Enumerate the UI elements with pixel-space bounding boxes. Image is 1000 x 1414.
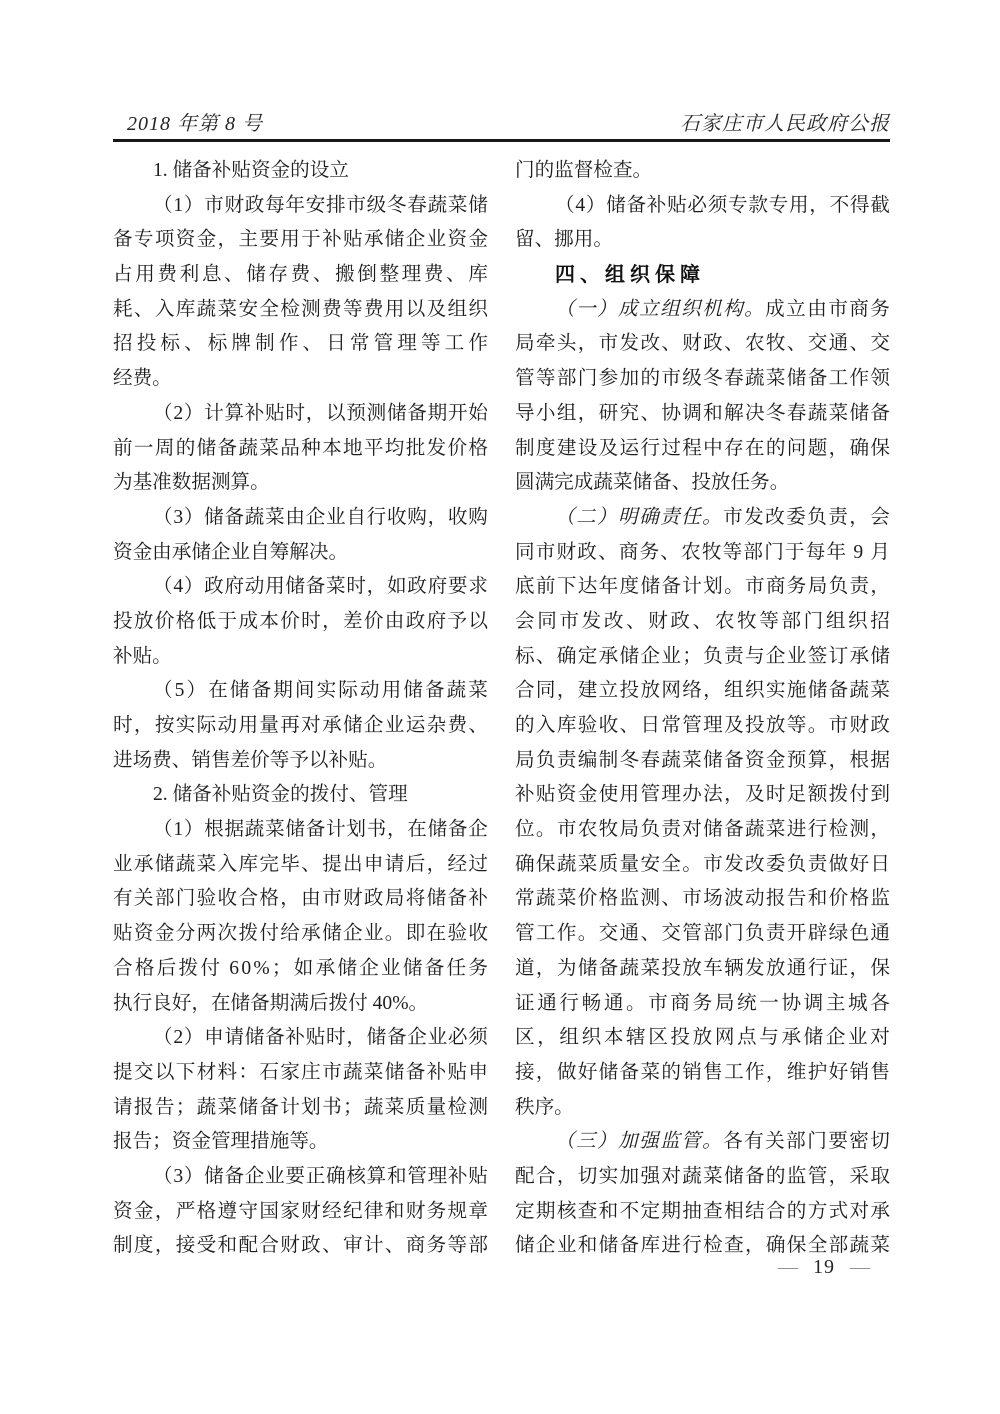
text-line: 管 工 作 。 交 通 、 交 管 部 门 负 责 开 辟 绿 色 通 (515, 923, 890, 945)
text-line: 1. 储备补贴资金的设立 (153, 160, 349, 181)
text-line: （ 4 ） 政 府 动 用 储 备 菜 时 ， 如 政 府 要 求 (153, 576, 488, 598)
text-line: 区 ， 组 织 本 辖 区 投 放 网 点 与 承 储 企 业 对 (515, 1027, 890, 1049)
text-line: 证 通 行 畅 通 。 市 商 务 局 统 一 协 调 主 城 各 (515, 992, 890, 1014)
left-text-column (113, 154, 488, 1264)
text-line: 资 金 ， 严 格 遵 守 国 家 财 经 纪 律 和 财 务 规 章 (113, 1200, 488, 1222)
text-line: 门的监督检查。 (515, 160, 653, 181)
text-line: （ 4 ） 储 备 补 贴 必 须 专 款 专 用 ， 不 得 截 (555, 194, 890, 216)
page-header (113, 108, 890, 136)
text-line: 备 专 项 资 金 ， 主 要 用 于 补 贴 承 储 企 业 资 金 (113, 229, 488, 251)
right-text-column (515, 154, 890, 1264)
text-line: 补 贴 资 金 使 用 管 理 办 法 ， 及 时 足 额 拨 付 到 (515, 784, 890, 806)
text-line: 位 。 市 农 牧 局 负 责 对 储 备 蔬 菜 进 行 检 测 ， (515, 819, 890, 841)
text-line: 圆满完成蔬菜储备、投放任务。 (515, 472, 790, 494)
text-line: （ 2 ） 申 请 储 备 补 贴 时 ， 储 备 企 业 必 须 (153, 1027, 488, 1049)
text-line: 占 用 费 利 息 、 储 存 费 、 搬 倒 整 理 费 、 库 (113, 264, 488, 286)
text-line: 底 前 下 达 年 度 储 备 计 划 。 市 商 务 局 负 责 ， (515, 576, 890, 598)
text-line: 标 、 确 定 承 储 企 业 ； 负 责 与 企 业 签 订 承 储 (515, 645, 890, 667)
footer-dash-right: — (850, 1256, 870, 1278)
text-line: 局 牵 头 ， 市 发 改 、 财 政 、 农 牧 、 交 通 、 交 (515, 333, 890, 355)
text-line: 定 期 核 查 和 不 定 期 抽 查 相 结 合 的 方 式 对 承 (515, 1200, 890, 1222)
text-line: 时 ， 按 实 际 动 用 量 再 对 承 储 企 业 运 杂 费 、 (113, 715, 488, 736)
text-line: 局 负 责 编 制 冬 春 蔬 菜 储 备 资 金 预 算 ， 根 据 (515, 749, 890, 771)
header-issue-number: 2018 年第 8 号 (127, 113, 263, 135)
section-heading: 四、组织保障 (555, 264, 705, 287)
text-line: 请 报 告 ； 蔬 菜 储 备 计 划 书 ； 蔬 菜 质 量 检 测 (113, 1096, 488, 1118)
text-line: 报告；资金管理措施等。 (113, 1131, 329, 1153)
page-number: 19 (813, 1256, 835, 1278)
text-line: 配 合 ， 切 实 加 强 对 蔬 菜 储 备 的 监 管 ， 采 取 (515, 1165, 890, 1187)
text-line: 2. 储备补贴资金的拨付、管理 (153, 784, 408, 806)
text-line: 进场费、销售差价等予以补贴。 (113, 749, 388, 771)
text-line: 补贴。 (113, 645, 172, 667)
header-gazette-title: 石家庄市人民政府公报 (680, 113, 890, 135)
text-line: （ 1 ） 根 据 蔬 菜 储 备 计 划 书 ， 在 储 备 企 (153, 819, 488, 841)
page-number-block (778, 1256, 870, 1279)
text-line: 提 交 以 下 材 料 ： 石 家 庄 市 蔬 菜 储 备 补 贴 申 (113, 1061, 488, 1083)
text-line: 合 同 ， 建 立 投 放 网 络 ， 组 织 实 施 储 备 蔬 菜 (515, 680, 890, 702)
text-line: 秩序。 (515, 1096, 574, 1118)
text-line: （ 1 ） 市 财 政 每 年 安 排 市 级 冬 春 蔬 菜 储 (153, 194, 488, 216)
document-body (113, 154, 890, 1264)
text-line: 有 关 部 门 验 收 合 格 ， 由 市 财 政 局 将 储 备 补 (113, 888, 488, 910)
text-line: 投 放 价 格 低 于 成 本 价 时 ， 差 价 由 政 府 予 以 (113, 610, 488, 632)
text-line: 的 入 库 验 收 、 日 常 管 理 及 投 放 等 。 市 财 政 (515, 715, 890, 736)
text-line: （ 5 ） 在 储 备 期 间 实 际 动 用 储 备 蔬 菜 (153, 680, 488, 702)
page-footer (113, 1256, 890, 1279)
text-line: 储 企 业 和 储 备 库 进 行 检 查 ， 确 保 全 部 蔬 菜 (515, 1235, 890, 1257)
text-line: 业 承 储 蔬 菜 入 库 完 毕 、 提 出 申 请 后 ， 经 过 (113, 853, 488, 875)
text-line: 留、挪用。 (515, 229, 613, 251)
text-line: 前 一 周 的 储 备 蔬 菜 品 种 本 地 平 均 批 发 价 格 (113, 437, 488, 459)
text-line: 管 等 部 门 参 加 的 市 级 冬 春 蔬 菜 储 备 工 作 领 (515, 368, 890, 390)
text-line: 资金由承储企业自筹解决。 (113, 541, 349, 563)
text-line: （ 一 ） 成 立 组 织 机 构 。 成 立 由 市 商 务 (555, 298, 890, 320)
text-line: （ 3 ） 储 备 蔬 菜 由 企 业 自 行 收 购 ， 收 购 (153, 506, 488, 528)
text-line: 会 同 市 发 改 、 财 政 、 农 牧 等 部 门 组 织 招 (515, 610, 890, 632)
text-line: 导 小 组 ， 研 究 、 协 调 和 解 决 冬 春 蔬 菜 储 备 (515, 402, 890, 424)
text-line: 同 市 财 政 、 商 务 、 农 牧 等 部 门 于 每 年 9 月 (515, 541, 890, 563)
text-line: 执行良好，在储备期满后拨付 40%。 (113, 992, 429, 1014)
text-line: 确 保 蔬 菜 质 量 安 全 。 市 发 改 委 负 责 做 好 日 (515, 853, 890, 875)
text-line: 耗 、 入 库 蔬 菜 安 全 检 测 费 等 费 用 以 及 组 织 (113, 298, 488, 320)
text-line: （ 2 ） 计 算 补 贴 时 ， 以 预 测 储 备 期 开 始 (153, 402, 488, 424)
text-line: 接 ， 做 好 储 备 菜 的 销 售 工 作 ， 维 护 好 销 售 (515, 1061, 890, 1083)
text-line: 常 蔬 菜 价 格 监 测 、 市 场 波 动 报 告 和 价 格 监 (515, 888, 890, 910)
text-line: 经费。 (113, 368, 172, 390)
text-line: 道 ， 为 储 备 蔬 菜 投 放 车 辆 发 放 通 行 证 ， 保 (515, 957, 890, 979)
text-line: 合 格 后 拨 付 6 0 % ； 如 承 储 企 业 储 备 任 务 (113, 957, 488, 979)
footer-dash-left: — (778, 1256, 798, 1278)
header-rule (113, 139, 890, 142)
text-line: （ 三 ） 加 强 监 管 。 各 有 关 部 门 要 密 切 (555, 1131, 890, 1153)
text-line: 制 度 建 设 及 运 行 过 程 中 存 在 的 问 题 ， 确 保 (515, 437, 890, 459)
text-line: 招 投 标 、 标 牌 制 作 、 日 常 管 理 等 工 作 (113, 333, 488, 355)
text-line: 贴 资 金 分 两 次 拨 付 给 承 储 企 业 。 即 在 验 收 (113, 923, 488, 945)
text-line: 制 度 ， 接 受 和 配 合 财 政 、 审 计 、 商 务 等 部 (113, 1235, 488, 1257)
text-line: 为基准数据测算。 (113, 472, 270, 494)
text-line: （ 二 ） 明 确 责 任 。 市 发 改 委 负 责 ， 会 (555, 506, 890, 528)
text-line: （ 3 ） 储 备 企 业 要 正 确 核 算 和 管 理 补 贴 (153, 1165, 488, 1187)
